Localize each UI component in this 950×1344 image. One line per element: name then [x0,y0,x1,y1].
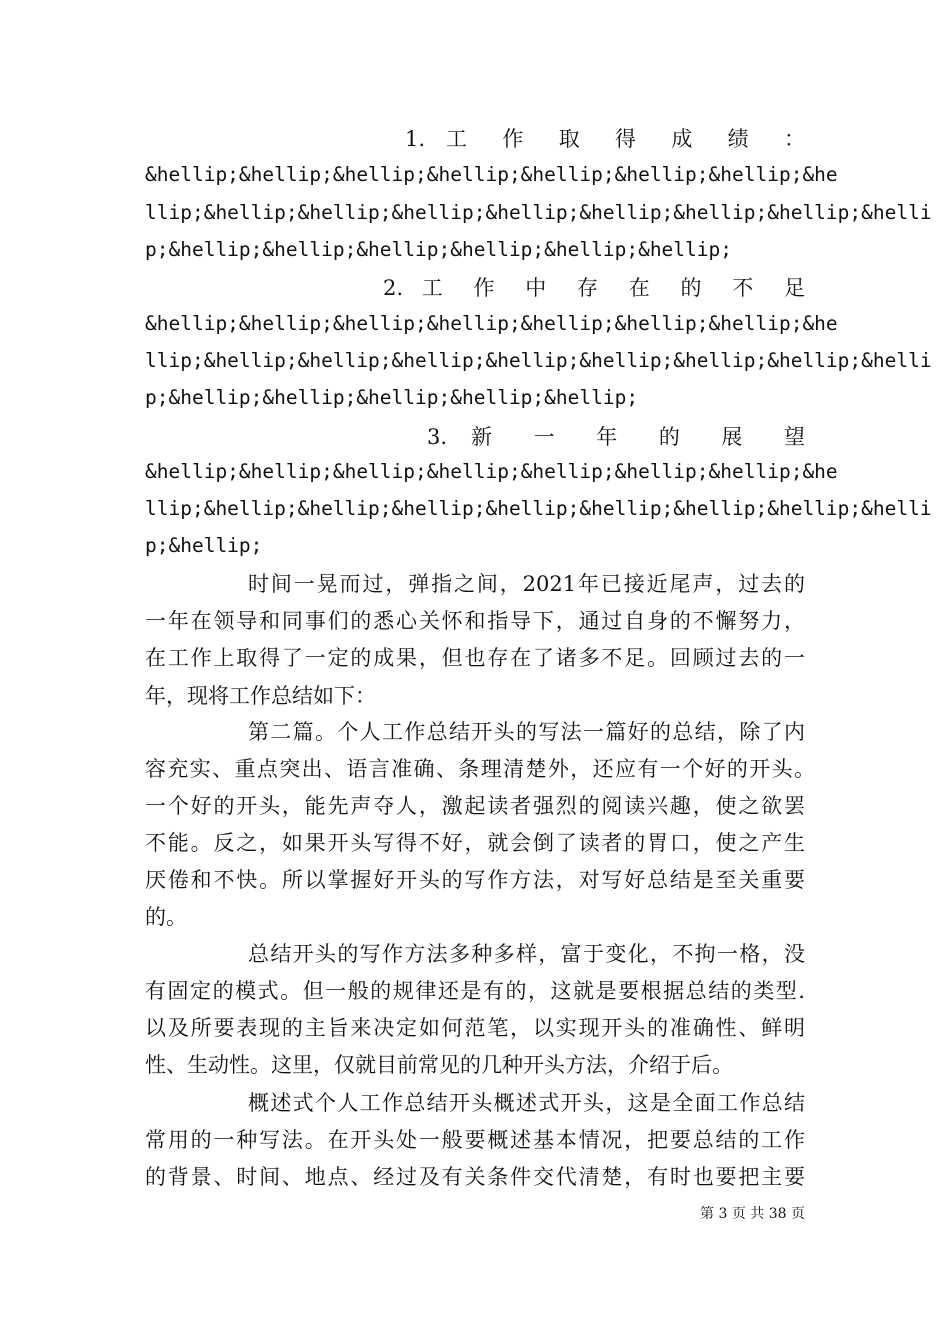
outline-fill-2-line-1: &hellip;&hellip;&hellip;&hellip;&hellip;&hellip;&hellip;&he [145,312,838,335]
outline-fill-3-line-2: llip;&hellip;&hellip;&hellip;&hellip;&hellip;&hellip;&hellip;&helli [145,497,932,520]
paragraph-2-line-4: 不能。反之，如果开头写得不好，就会倒了读者的胃口，使之产生 [145,831,805,855]
paragraph-2-line-6: 的。 [145,905,187,929]
paragraph-2-line-5: 厌倦和不快。所以掌握好开头的写作方法，对写好总结是至关重要 [145,868,805,892]
paragraph-3-line-4: 性、生动性。这里，仅就目前常见的几种开头方法，介绍于后。 [145,1053,733,1077]
paragraph-4-line-2: 常用的一种写法。在开头处一般要概述基本情况，把要总结的工作 [145,1128,805,1152]
outline-fill-3-line-1: &hellip;&hellip;&hellip;&hellip;&hellip;&hellip;&hellip;&he [145,460,838,483]
outline-fill-2-line-3: p;&hellip;&hellip;&hellip;&hellip;&hellip; [145,386,639,409]
paragraph-1-line-4: 年，现将工作总结如下： [145,684,376,708]
outline-heading-2: 2. 工 作 中 存 在 的 不 足 [383,276,805,300]
outline-fill-1-line-1: &hellip;&hellip;&hellip;&hellip;&hellip;&hellip;&hellip;&he [145,163,838,186]
paragraph-2-line-3: 一个好的开头，能先声夺人，激起读者强烈的阅读兴趣，使之欲罢 [145,794,805,818]
outline-fill-1-line-3: p;&hellip;&hellip;&hellip;&hellip;&hellip;&hellip; [145,238,732,261]
page-number-footer: 第 3 页 共 38 页 [700,1206,805,1222]
paragraph-1-line-2: 一年在领导和同事们的悉心关怀和指导下，通过自身的不懈努力， [145,609,805,633]
paragraph-3-line-3: 以及所要表现的主旨来决定如何范笔，以实现开头的准确性、鲜明 [145,1016,805,1040]
outline-fill-3-line-3: p;&hellip; [145,534,263,557]
paragraph-3-line-2: 有固定的模式。但一般的规律还是有的，这就是要根据总结的类型. [145,979,805,1003]
outline-fill-2-line-2: llip;&hellip;&hellip;&hellip;&hellip;&hellip;&hellip;&hellip;&helli [145,349,932,372]
paragraph-2-line-2: 容充实、重点突出、语言准确、条理清楚外，还应有一个好的开头。 [145,757,815,781]
paragraph-2-line-1: 第二篇。个人工作总结开头的写法一篇好的总结，除了内 [248,720,805,744]
paragraph-4-line-3: 的背景、时间、地点、经过及有关条件交代清楚，有时也要把主要 [145,1165,805,1189]
paragraph-4-line-1: 概述式个人工作总结开头概述式开头，这是全面工作总结 [248,1091,805,1115]
outline-heading-3: 3. 新 一 年 的 展 望 [427,425,805,449]
paragraph-1-line-3: 在工作上取得了一定的成果，但也存在了诸多不足。回顾过去的一 [145,646,805,670]
paragraph-1-line-1: 时间一晃而过，弹指之间，2021年已接近尾声，过去的 [248,572,805,596]
outline-heading-1: 1. 工 作 取 得 成 绩 ： [405,127,805,151]
outline-fill-1-line-2: llip;&hellip;&hellip;&hellip;&hellip;&hellip;&hellip;&hellip;&helli [145,201,932,224]
paragraph-3-line-1: 总结开头的写作方法多种多样，富于变化，不拘一格，没 [248,942,805,966]
